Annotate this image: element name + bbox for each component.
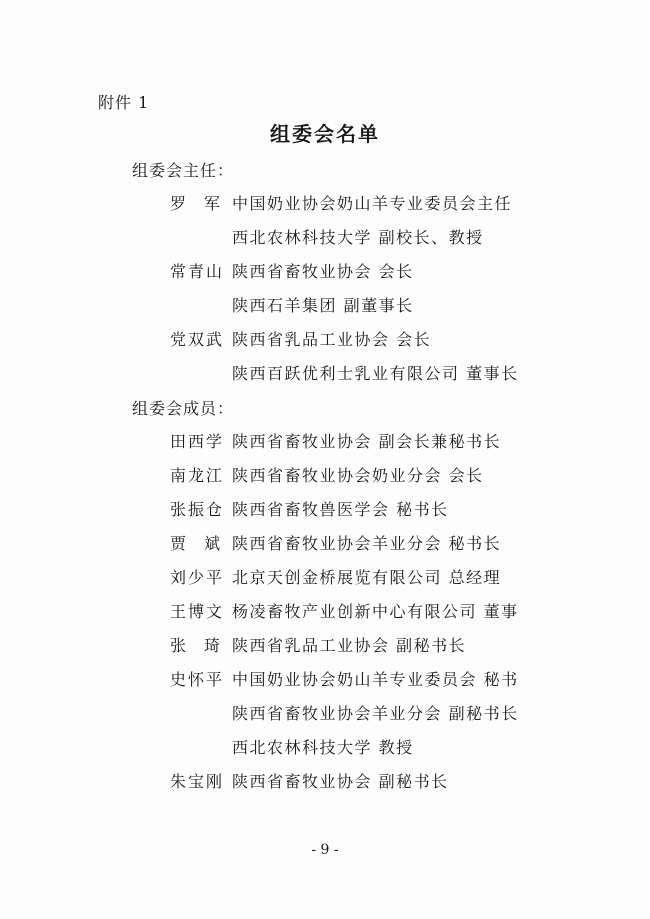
person-role: 陕西石羊集团 副董事长 — [232, 296, 414, 315]
person-role: 北京天创金桥展览有限公司 总经理 — [232, 568, 502, 587]
person-name: 张 琦 — [170, 636, 221, 655]
person-role: 陕西省畜牧业协会 副会长兼秘书长 — [232, 432, 502, 451]
person-role: 陕西百跃优利士乳业有限公司 董事长 — [232, 364, 519, 383]
person-name: 王博文 — [170, 602, 225, 621]
person-name: 史怀平 — [170, 670, 225, 689]
person-role: 陕西省乳品工业协会 会长 — [232, 330, 432, 349]
person-name: 罗 军 — [170, 194, 221, 213]
person-name: 田西学 — [170, 432, 225, 451]
members-section-label: 组委会成员： — [132, 399, 235, 418]
person-name: 党双武 — [170, 330, 225, 349]
person-name: 贾 斌 — [170, 534, 221, 553]
person-name: 南龙江 — [170, 466, 225, 485]
person-name: 朱宝刚 — [170, 772, 225, 791]
person-role: 陕西省畜牧兽医学会 秘书长 — [232, 500, 449, 519]
page-number: - 9 - — [311, 842, 339, 858]
page-title: 组委会名单 — [270, 122, 380, 146]
person-name: 刘少平 — [170, 568, 225, 587]
person-role: 西北农林科技大学 教授 — [232, 738, 414, 757]
person-name: 张振仓 — [170, 500, 225, 519]
person-role: 陕西省畜牧业协会奶业分会 会长 — [232, 466, 484, 485]
person-name: 常青山 — [170, 262, 225, 281]
attachment-label: 附件 1 — [98, 93, 150, 112]
person-role: 中国奶业协会奶山羊专业委员会 秘书 — [232, 670, 519, 689]
person-role: 陕西省畜牧业协会 会长 — [232, 262, 414, 281]
person-role: 中国奶业协会奶山羊专业委员会主任 — [232, 194, 513, 213]
director-section-label: 组委会主任： — [132, 161, 235, 180]
person-role: 西北农林科技大学 副校长、教授 — [232, 228, 484, 247]
person-role: 陕西省乳品工业协会 副秘书长 — [232, 636, 467, 655]
person-role: 杨凌畜牧产业创新中心有限公司 董事 — [232, 602, 519, 621]
person-role: 陕西省畜牧业协会羊业分会 副秘书长 — [232, 704, 519, 723]
person-role: 陕西省畜牧业协会 副秘书长 — [232, 772, 449, 791]
person-role: 陕西省畜牧业协会羊业分会 秘书长 — [232, 534, 502, 553]
